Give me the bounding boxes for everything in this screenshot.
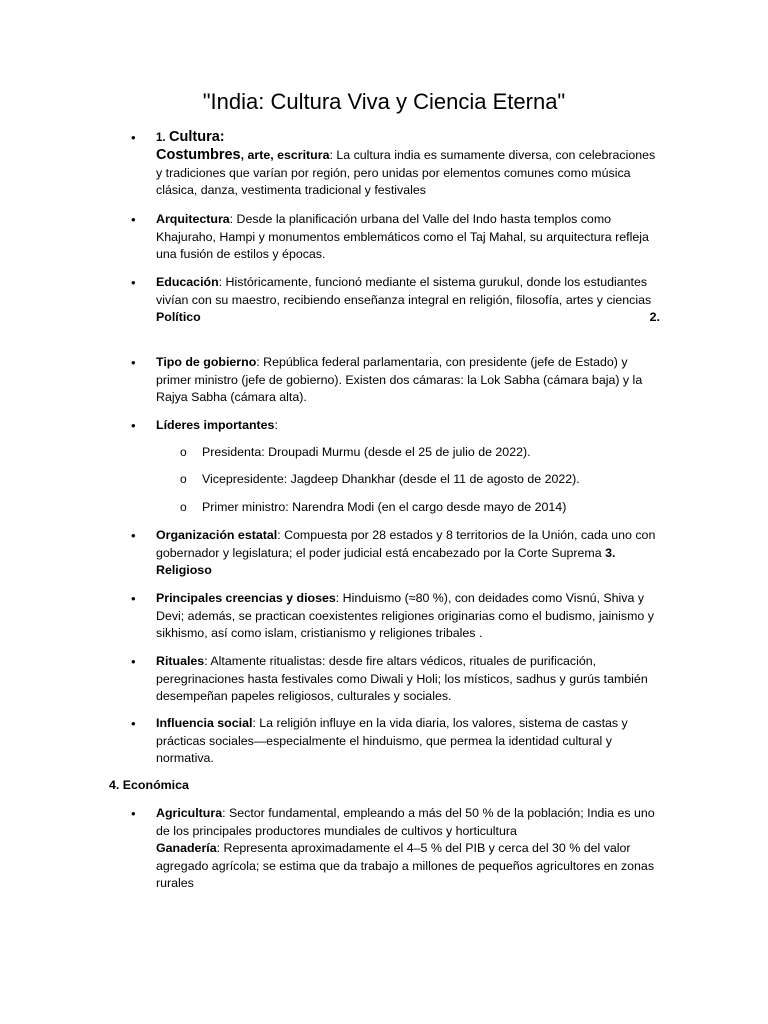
list-item-educacion [156,274,660,327]
bullet-icon: • [131,806,136,821]
label-costumbres: Costumbres [156,147,241,163]
label-arquitectura: Arquitectura [156,212,230,226]
bullet-icon: • [131,130,136,145]
list-item-costumbres [156,128,660,200]
section-heading-economica: 4. Económica [109,778,189,792]
label-costumbres-rest: , arte, escritura [240,148,330,162]
list-item-lideres: Líderes importantes: [156,418,278,432]
bullet-icon: • [131,528,136,543]
list-item-arquitectura [156,211,660,264]
bullet-icon: • [131,275,136,290]
label-educacion: Educación [156,275,219,289]
list-item-gobierno [156,354,660,407]
text-creencias: : Hinduismo (≈80 %), con deidades como Visnú, Shiva y Devi; además, se practican coexistentes religiones originarias como el budismo, jainismo y sikhismo, así como islam, cristianismo y religiones tribales . [156,591,654,641]
text-ganaderia: : Representa aproximadamente el 4–5 % del PIB y cerca del 30 % del valor agregado agrícola; se estima que da trabajo a millones de pequeños agricultores en zonas rurales [156,841,655,891]
sub-bullet-icon: o [180,445,187,459]
text-influencia: : La religión influye en la vida diaria, los valores, sistema de castas y prácticas sociales—especialmente el hinduismo, que permea la identidad cultural y normativa. [156,716,628,766]
text-rituales: : Altamente ritualistas: desde fire altars védicos, rituales de purificación, peregrinaciones hasta festivales como Diwali y Holi; los místicos, sadhus y gurús también desempeñan papeles religiosos, culturales y sociales. [156,654,648,704]
list-item-lider: Presidenta: Droupadi Murmu (desde el 25 de julio de 2022). [202,445,531,459]
bullet-icon: • [131,355,136,370]
bullet-icon: • [131,212,136,227]
section-heading-religioso: Religioso [156,563,212,578]
list-item-organizacion [156,527,660,580]
label-gobierno: Tipo de gobierno [156,355,257,369]
label-creencias: Principales creencias y dioses [156,591,336,605]
label-organizacion: Organización estatal [156,528,278,542]
label-agricultura: Agricultura [156,806,223,820]
section-number-politico: 2. [649,310,660,325]
section-heading-politico: Político [156,310,201,325]
bullet-icon: • [131,418,136,433]
bullet-icon: • [131,591,136,606]
section-number-religioso: 3. [605,545,616,560]
label-lideres: Líderes importantes [156,418,275,432]
text-costumbres: : La cultura india es sumamente diversa, con celebraciones y tradiciones que varían por región, pero unidas por elementos comunes como música clásica, danza, vestimenta tradicional y festivales [156,148,656,198]
list-item-agricultura [156,805,660,893]
text-gobierno: : República federal parlamentaria, con presidente (jefe de Estado) y primer ministro (jefe de gobierno). Existen dos cámaras: la Lok Sabha (cámara baja) y la Rajya Sabha (cámara alta). [156,355,643,405]
text-arquitectura: : Desde la planificación urbana del Valle del Indo hasta templos como Khajuraho, Hampi y monumentos emblemáticos como el Taj Mahal, su arquitectura refleja una fusión de estilos y épocas. [156,212,649,262]
sub-bullet-icon: o [180,500,187,514]
text-organizacion: : Compuesta por 28 estados y 8 territorios de la Unión, cada uno con gobernador y legislatura; el poder judicial está encabezado por la Corte Suprema [156,528,656,560]
list-item-influencia [156,715,660,768]
bullet-icon: • [131,716,136,731]
document-title: "India: Cultura Viva y Ciencia Eterna" [202,89,566,114]
label-ganaderia: Ganadería [156,841,217,856]
list-item-rituales [156,653,660,706]
section-heading-cultura: 1. Cultura: [156,129,225,145]
text-educacion: : Históricamente, funcionó mediante el sistema gurukul, donde los estudiantes vivían con su maestro, recibiendo enseñanza integral en religión, filosofía, artes y ciencias [156,275,652,307]
list-item-lider: Primer ministro: Narendra Modi (en el cargo desde mayo de 2014) [202,500,567,514]
list-item-creencias [156,590,660,643]
label-influencia: Influencia social [156,716,253,730]
bullet-icon: • [131,654,136,669]
text-agricultura: : Sector fundamental, empleando a más del 50 % de la población; India es uno de los principales productores mundiales de cultivos y horticultura [156,806,655,838]
list-item-lider: Vicepresidente: Jagdeep Dhankhar (desde el 11 de agosto de 2022). [202,472,580,486]
sub-bullet-icon: o [180,472,187,486]
label-rituales: Rituales [156,654,205,668]
